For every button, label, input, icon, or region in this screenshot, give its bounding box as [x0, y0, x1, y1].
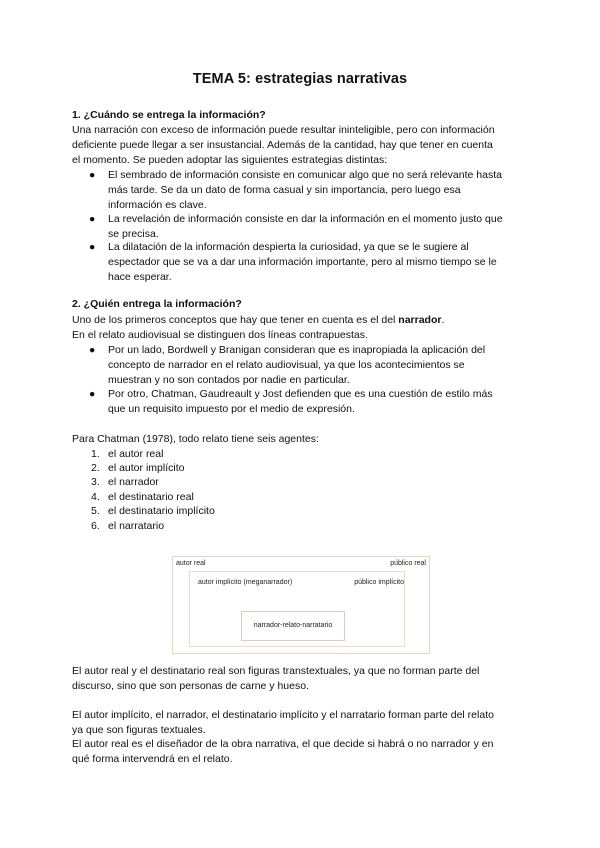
list-number: 4.	[91, 491, 100, 503]
bullet-icon: ●	[89, 388, 96, 400]
list-item-line: hace esperar.	[108, 271, 172, 283]
bullet-icon: ●	[89, 344, 96, 356]
list-item-text: el destinatario real	[108, 491, 194, 503]
list-item-line: se precisa.	[108, 228, 159, 240]
list-item-line: La dilatación de la información despierta la curiosidad, ya que se le sugiere al	[108, 241, 469, 253]
list-item-line: espectador que se va a dar una información importante, pero al mismo tiempo se le	[108, 256, 497, 268]
section-1-intro-line: el momento. Se pueden adoptar las siguientes estrategias distintas:	[72, 154, 388, 166]
diagram-label-publico-implicito: público implícito	[354, 579, 404, 586]
list-number: 5.	[91, 505, 100, 517]
agents-intro: Para Chatman (1978), todo relato tiene seis agentes:	[72, 433, 319, 445]
list-item	[91, 490, 194, 505]
narrador-term: narrador	[398, 314, 442, 326]
narrative-agents-diagram	[172, 556, 430, 654]
bullet-icon: ●	[89, 213, 96, 225]
list-item	[91, 475, 159, 490]
list-item-text: el narrador	[108, 476, 159, 488]
list-item-line: La revelación de información consiste en dar la información en el momento justo que	[108, 213, 503, 225]
closing-paragraph-line: qué forma intervendrá en el relato.	[72, 753, 233, 765]
list-item-text: el narratario	[108, 520, 165, 532]
list-item	[89, 387, 528, 417]
diagram-label-publico-real: público real	[390, 560, 426, 567]
list-item-line: información es clave.	[108, 199, 207, 211]
list-item-text: el autor implícito	[108, 462, 185, 474]
section-2-line-text: Uno de los primeros conceptos que hay que tener en cuenta es el del	[72, 314, 399, 326]
list-item-line: Por otro, Chatman, Gaudreault y Jost defienden que es una cuestión de estilo más	[108, 388, 493, 400]
list-number: 3.	[91, 476, 100, 488]
section-2-heading: 2. ¿Quién entrega la información?	[72, 298, 242, 310]
list-item	[91, 461, 185, 476]
list-number: 2.	[91, 462, 100, 474]
closing-paragraph-line: El autor implícito, el narrador, el destinatario implícito y el narratario forman parte del relato	[72, 709, 494, 721]
list-item-line: El sembrado de información consiste en comunicar algo que no será relevante hasta	[108, 169, 502, 181]
bullet-icon: ●	[89, 241, 96, 253]
closing-paragraph-line: discurso, sino que son personas de carne y hueso.	[72, 680, 309, 692]
list-item	[91, 519, 165, 534]
list-item-line: Por un lado, Bordwell y Branigan consideran que es inapropiada la aplicación del	[108, 344, 486, 356]
diagram-label-autor-implicito: autor implícito (meganarrador)	[198, 579, 293, 586]
list-number: 6.	[91, 520, 100, 532]
section-1-intro-line: deficiente puede llegar a ser insustancial. Además de la cantidad, hay que tener en cuenta	[72, 139, 493, 151]
section-1-heading: 1. ¿Cuándo se entrega la información?	[72, 109, 266, 121]
list-item	[89, 168, 528, 213]
section-2-line-text: .	[441, 314, 445, 326]
bullet-icon: ●	[89, 169, 96, 181]
diagram-label-autor-real: autor real	[176, 560, 206, 567]
list-item-line: más tarde. Se da un dato de forma casual y sin importancia, pero luego esa	[108, 184, 461, 196]
diagram-core-box: narrador-relato-narratario	[241, 611, 345, 641]
page-title: TEMA 5: estrategias narrativas	[192, 71, 408, 87]
section-1-intro-line: Una narración con exceso de información puede resultar ininteligible, pero con información	[72, 124, 495, 136]
section-2-line: En el relato audiovisual se distinguen dos líneas contrapuestas.	[72, 329, 368, 341]
list-item-text: el autor real	[108, 448, 164, 460]
list-item	[91, 504, 215, 519]
list-item-line: que un requisito impuesto por el medio de expresión.	[108, 403, 355, 415]
list-item	[89, 240, 528, 285]
closing-paragraph-line: El autor real y el destinatario real son figuras transtextuales, ya que no forman parte del	[72, 665, 480, 677]
closing-paragraph-line: ya que son figuras textuales.	[72, 724, 206, 736]
list-item-line: concepto de narrador en el relato audiovisual, ya que los acontecimientos se	[108, 359, 465, 371]
list-number: 1.	[91, 448, 100, 460]
list-item	[89, 212, 528, 242]
list-item	[89, 343, 528, 388]
list-item	[91, 447, 164, 462]
list-item-text: el destinatario implícito	[108, 505, 215, 517]
closing-paragraph-line: El autor real es el diseñador de la obra narrativa, el que decide si habrá o no narrador y en	[72, 738, 494, 750]
list-item-line: muestran y no son contados por nadie en particular.	[108, 374, 350, 386]
section-2-line	[72, 313, 444, 328]
